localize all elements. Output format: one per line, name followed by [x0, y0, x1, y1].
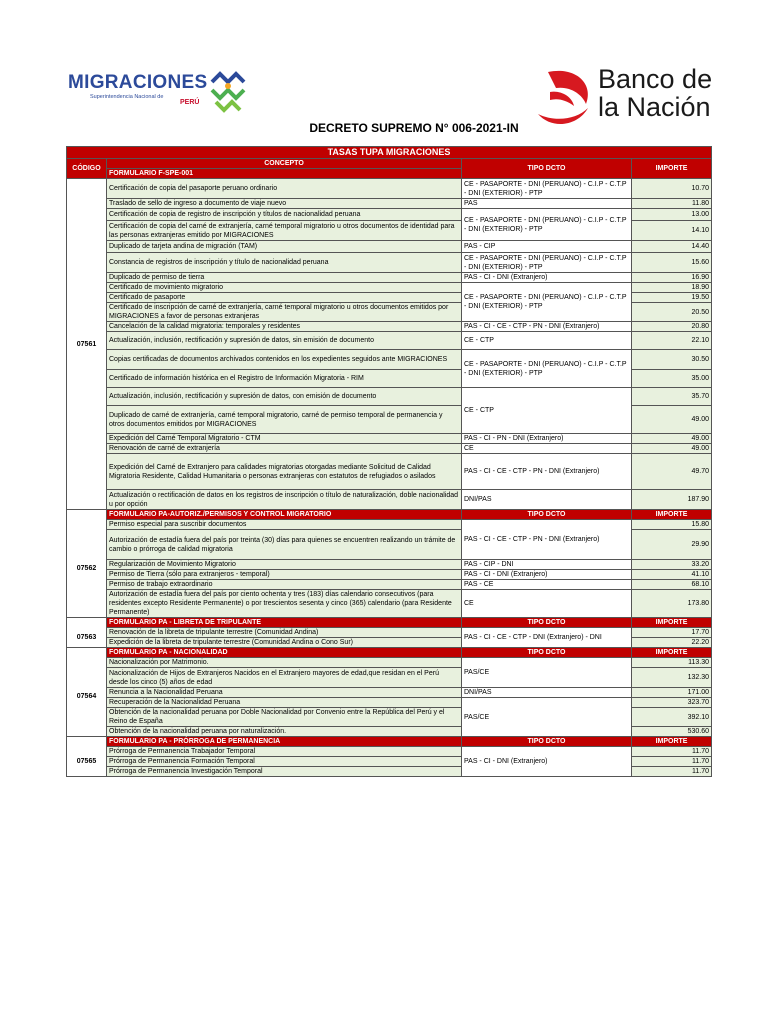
fee-table-body	[67, 147, 712, 777]
form-label: FORMULARIO PA - LIBRETA DE TRIPULANTE	[107, 618, 462, 628]
code-cell: 07562	[67, 520, 107, 618]
amount-cell: 15.80	[632, 520, 712, 530]
tipo-cell: PAS - CI - CE - CTP - PN - DNI (Extranjero)	[462, 322, 632, 332]
migraciones-wordmark: MIGRACIONES	[68, 72, 208, 93]
concept-cell: Actualización, inclusión, rectificación y supresión de datos, con emisión de documento	[107, 388, 462, 406]
table-row	[67, 253, 712, 273]
form-label: FORMULARIO F-SPE-001	[107, 169, 462, 179]
tipo-cell: CE - PASAPORTE - DNI (PERUANO) - C.I.P - C.T.P - DNI (EXTERIOR) - PTP	[462, 209, 632, 241]
concept-cell: Certificado de inscripción de carné de extranjería, carné temporal migratorio u otros documentos emitidos por MIGRACIONES a favor de personas extranjeras	[107, 303, 462, 322]
concept-cell: Expedición del Carné de Extranjero para calidades migratorias otorgadas mediante Solicitud de Calidad Migratoria Residente, Calidad Humanitaria o personas extranjeras con estatutos de refugiados o asilados	[107, 454, 462, 490]
amount-cell: 41.10	[632, 570, 712, 580]
amount-cell: 187.90	[632, 490, 712, 510]
amount-cell: 16.90	[632, 273, 712, 283]
banco-nacion-line2: la Nación	[598, 92, 711, 122]
code-cell: 07563	[67, 628, 107, 648]
table-row	[67, 209, 712, 221]
concept-cell: Cancelación de la calidad migratoria: temporales y residentes	[107, 322, 462, 332]
code-cell: 07564	[67, 658, 107, 737]
fee-table	[66, 146, 712, 777]
table-row	[67, 747, 712, 757]
concept-cell: Nacionalización de Hijos de Extranjeros Nacidos en el Extranjero mayores de edad,que residan en el Perú desde los cinco (5) años de edad	[107, 668, 462, 688]
concept-cell: Traslado de sello de ingreso a documento de viaje nuevo	[107, 199, 462, 209]
table-row	[67, 332, 712, 350]
amount-cell: 18.90	[632, 283, 712, 293]
concept-cell: Copias certificadas de documentos archivados contenidos en los expedientes seguidos ante MIGRACIONES	[107, 350, 462, 370]
concept-cell: Duplicado de permiso de tierra	[107, 273, 462, 283]
concept-cell: Recuperación de la Nacionalidad Peruana	[107, 698, 462, 708]
table-row	[67, 560, 712, 570]
header-row	[67, 159, 712, 169]
concept-cell: Obtención de la nacionalidad peruana por naturalización.	[107, 727, 462, 737]
table-row	[67, 658, 712, 668]
concept-cell: Actualización o rectificación de datos en los registros de inscripción o título de naturalización, doble nacionalidad u por opción	[107, 490, 462, 510]
concept-cell: Prórroga de Permanencia Formación Temporal	[107, 757, 462, 767]
concept-cell: Autorización de estadía fuera del país por ciento ochenta y tres (183) días calendario consecutivos (para residentes excepto Residente Permanente) o por trescientos sesenta y cinco (365) calendario (para Residente Permanente)	[107, 590, 462, 618]
concept-cell: Regularización de Movimiento Migratorio	[107, 560, 462, 570]
code-cell-top	[67, 618, 107, 628]
concept-cell: Obtención de la nacionalidad peruana por Doble Nacionalidad por Convenio entre la República del Perú y el Reino de España	[107, 708, 462, 727]
migraciones-emblem-icon	[208, 68, 254, 114]
amount-cell: 132.30	[632, 668, 712, 688]
concept-cell: Renovación de carné de extranjería	[107, 444, 462, 454]
tipo-cell: DNI/PAS	[462, 688, 632, 698]
form-header-row	[67, 510, 712, 520]
amount-cell: 11.70	[632, 747, 712, 757]
amount-cell: 11.70	[632, 767, 712, 777]
table-row	[67, 273, 712, 283]
amount-cell: 35.70	[632, 388, 712, 406]
table-title: TASAS TUPA MIGRACIONES	[67, 147, 712, 159]
form-header-row	[67, 618, 712, 628]
table-row	[67, 444, 712, 454]
table-row	[67, 590, 712, 618]
tipo-cell: CE - CTP	[462, 332, 632, 350]
tipo-cell: DNI/PAS	[462, 490, 632, 510]
form-label: FORMULARIO PA - PRÓRROGA DE PERMANENCIA	[107, 737, 462, 747]
code-cell-top	[67, 648, 107, 658]
amount-cell: 14.10	[632, 221, 712, 241]
col-tipo-header: TIPO DCTO	[462, 618, 632, 628]
code-cell-top	[67, 737, 107, 747]
tipo-cell: PAS - CI - DNI (Extranjero)	[462, 570, 632, 580]
table-row	[67, 570, 712, 580]
banco-nacion-logo	[536, 66, 716, 126]
tipo-cell: PAS - CIP	[462, 241, 632, 253]
concept-cell: Duplicado de carné de extranjería, carné temporal migratorio, carné de permiso temporal de permanencia y otros documentos emitidos por MIGRACIONES	[107, 406, 462, 434]
concept-cell: Duplicado de tarjeta andina de migración (TAM)	[107, 241, 462, 253]
amount-cell: 11.80	[632, 199, 712, 209]
tipo-cell: CE	[462, 590, 632, 618]
col-tipo-header: TIPO DCTO	[462, 737, 632, 747]
banco-nacion-emblem-icon	[536, 66, 596, 128]
table-row	[67, 580, 712, 590]
concept-cell: Certificado de movimiento migratorio	[107, 283, 462, 293]
amount-cell: 392.10	[632, 708, 712, 727]
concept-cell: Expedición de la libreta de tripulante terrestre (Comunidad Andina o Cono Sur)	[107, 638, 462, 648]
amount-cell: 113.30	[632, 658, 712, 668]
amount-cell: 20.50	[632, 303, 712, 322]
col-tipo-header: TIPO DCTO	[462, 159, 632, 179]
tipo-cell: PAS - CE	[462, 580, 632, 590]
concept-cell: Constancia de registros de inscripción y título de nacionalidad peruana	[107, 253, 462, 273]
table-row	[67, 283, 712, 293]
tipo-cell: PAS - CI - CE - CTP - DNI (Extranjero) - DNI	[462, 628, 632, 648]
amount-cell: 173.80	[632, 590, 712, 618]
decree-title: DECRETO SUPREMO N° 006-2021-IN	[309, 121, 519, 135]
col-importe-header: IMPORTE	[632, 618, 712, 628]
tipo-cell: PAS - CI - DNI (Extranjero)	[462, 747, 632, 777]
concept-cell: Autorización de estadía fuera del país por treinta (30) días para quienes se encuentren realizando un trámite de cambio o prórroga de calidad migratoria	[107, 530, 462, 560]
col-tipo-header: TIPO DCTO	[462, 510, 632, 520]
table-row	[67, 241, 712, 253]
amount-cell: 11.70	[632, 757, 712, 767]
tipo-cell: CE - PASAPORTE - DNI (PERUANO) - C.I.P - C.T.P - DNI (EXTERIOR) - PTP	[462, 350, 632, 388]
concept-cell: Certificado de información histórica en el Registro de Información Migratoria - RIM	[107, 370, 462, 388]
amount-cell: 15.60	[632, 253, 712, 273]
amount-cell: 530.60	[632, 727, 712, 737]
tipo-cell: PAS/CE	[462, 698, 632, 737]
amount-cell: 22.20	[632, 638, 712, 648]
amount-cell: 323.70	[632, 698, 712, 708]
table-row	[67, 199, 712, 209]
concept-cell: Prórroga de Permanencia Investigación Temporal	[107, 767, 462, 777]
tipo-cell: CE	[462, 444, 632, 454]
col-importe-header: IMPORTE	[632, 510, 712, 520]
tipo-cell: PAS - CI - CE - CTP - PN - DNI (Extranjero)	[462, 454, 632, 490]
col-tipo-header: TIPO DCTO	[462, 648, 632, 658]
code-cell: 07565	[67, 747, 107, 777]
form-header-row	[67, 648, 712, 658]
concept-cell: Certificado de pasaporte	[107, 293, 462, 303]
concept-cell: Permiso de Tierra (sólo para extranjeros - temporal)	[107, 570, 462, 580]
table-row	[67, 628, 712, 638]
col-concepto-header: CONCEPTO	[107, 159, 462, 169]
code-cell: 07561	[67, 179, 107, 510]
amount-cell: 49.70	[632, 454, 712, 490]
concept-cell: Nacionalización por Matrimonio.	[107, 658, 462, 668]
tipo-cell: PAS/CE	[462, 658, 632, 688]
concept-cell: Actualización, inclusión, rectificación y supresión de datos, sin emisión de documento	[107, 332, 462, 350]
code-cell-top	[67, 510, 107, 520]
table-row	[67, 698, 712, 708]
table-row	[67, 350, 712, 370]
amount-cell: 29.90	[632, 530, 712, 560]
concept-cell: Renovación de la libreta de tripulante terrestre (Comunidad Andina)	[107, 628, 462, 638]
amount-cell: 19.50	[632, 293, 712, 303]
tipo-cell: PAS - CI - DNI (Extranjero)	[462, 273, 632, 283]
table-row	[67, 388, 712, 406]
banco-nacion-line1: Banco de	[598, 64, 713, 94]
tipo-cell: PAS - CI - CE - CTP - PN - DNI (Extranjero)	[462, 520, 632, 560]
table-row	[67, 688, 712, 698]
amount-cell: 171.00	[632, 688, 712, 698]
col-importe-header: IMPORTE	[632, 737, 712, 747]
migraciones-subtitle: Superintendencia Nacional de	[90, 94, 164, 100]
amount-cell: 30.50	[632, 350, 712, 370]
amount-cell: 68.10	[632, 580, 712, 590]
amount-cell: 33.20	[632, 560, 712, 570]
tipo-cell: CE - PASAPORTE - DNI (PERUANO) - C.I.P - C.T.P - DNI (EXTERIOR) - PTP	[462, 179, 632, 199]
table-row	[67, 179, 712, 199]
table-title-row	[67, 147, 712, 159]
amount-cell: 49.00	[632, 406, 712, 434]
concept-cell: Certificación de copia de registro de inscripción y títulos de nacionalidad peruana	[107, 209, 462, 221]
amount-cell: 49.00	[632, 444, 712, 454]
amount-cell: 49.00	[632, 434, 712, 444]
migraciones-peru: PERÚ	[180, 99, 200, 106]
amount-cell: 22.10	[632, 332, 712, 350]
amount-cell: 20.80	[632, 322, 712, 332]
table-row	[67, 454, 712, 490]
concept-cell: Certificación de copia del pasaporte peruano ordinario	[107, 179, 462, 199]
tipo-cell: PAS	[462, 199, 632, 209]
col-importe-header: IMPORTE	[632, 159, 712, 179]
amount-cell: 14.40	[632, 241, 712, 253]
table-row	[67, 322, 712, 332]
concept-cell: Expedición del Carné Temporal Migratorio - CTM	[107, 434, 462, 444]
tipo-cell: CE - PASAPORTE - DNI (PERUANO) - C.I.P - C.T.P - DNI (EXTERIOR) - PTP	[462, 283, 632, 322]
tipo-cell: PAS - CIP - DNI	[462, 560, 632, 570]
table-row	[67, 520, 712, 530]
col-codigo-header: CÓDIGO	[67, 159, 107, 179]
form-label: FORMULARIO PA-AUTORIZ./PERMISOS Y CONTROL MIGRATORIO	[107, 510, 462, 520]
amount-cell: 35.00	[632, 370, 712, 388]
amount-cell: 10.70	[632, 179, 712, 199]
tipo-cell: PAS - CI - PN - DNI (Extranjero)	[462, 434, 632, 444]
concept-cell: Permiso especial para suscribir documentos	[107, 520, 462, 530]
amount-cell: 17.70	[632, 628, 712, 638]
form-label: FORMULARIO PA - NACIONALIDAD	[107, 648, 462, 658]
concept-cell: Permiso de trabajo extraordinario	[107, 580, 462, 590]
concept-cell: Certificación de copia del carné de extranjería, carné temporal migratorio u otros documentos de identidad para las personas extranjeras emitido por MIGRACIONES	[107, 221, 462, 241]
table-row	[67, 434, 712, 444]
concept-cell: Renuncia a la Nacionalidad Peruana	[107, 688, 462, 698]
migraciones-logo	[68, 68, 258, 116]
tipo-cell: CE - PASAPORTE - DNI (PERUANO) - C.I.P - C.T.P - DNI (EXTERIOR) - PTP	[462, 253, 632, 273]
concept-cell: Prórroga de Permanencia Trabajador Temporal	[107, 747, 462, 757]
form-header-row	[67, 737, 712, 747]
table-row	[67, 490, 712, 510]
tipo-cell: CE - CTP	[462, 388, 632, 434]
col-importe-header: IMPORTE	[632, 648, 712, 658]
amount-cell: 13.00	[632, 209, 712, 221]
